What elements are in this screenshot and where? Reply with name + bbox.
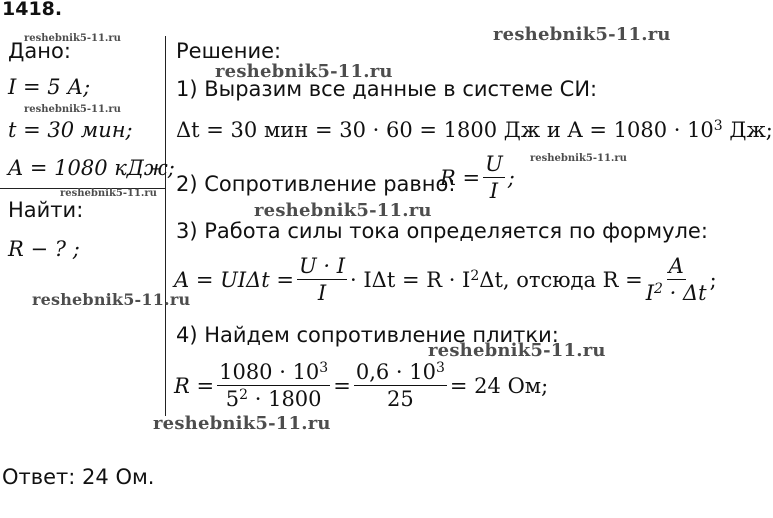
step-3-numerator-2: A xyxy=(668,254,684,278)
watermark: reshebnik5-11.ru xyxy=(24,33,121,44)
step-4-num2: 0,6 · 10 xyxy=(355,360,436,384)
step-3-mid-2: Δt, отсюда R = xyxy=(479,267,643,292)
step-4-end: = 24 Ом; xyxy=(449,373,549,398)
step-4-den1-a: 5 xyxy=(225,387,240,411)
step-3-den2-b: · Δt xyxy=(662,281,707,305)
watermark: reshebnik5-11.ru xyxy=(60,188,157,199)
step-1-eq-left: Δt = 30 мин = 30 · 60 = 1800 Дж и A = 1080 · 10 xyxy=(176,118,714,142)
step-2-denominator: I xyxy=(489,179,499,203)
step-2-text: 2) Сопротивление равно: xyxy=(176,172,456,196)
step-2-end: ; xyxy=(507,165,515,190)
step-2-lhs: R = xyxy=(440,165,481,190)
step-3-denominator-2 xyxy=(646,280,707,305)
step-1-eq-exp: 3 xyxy=(713,118,723,134)
step-3-mid-1: · IΔt = R · I xyxy=(350,267,471,292)
step-1-text: 1) Выразим все данные в системе СИ: xyxy=(176,77,598,101)
step-3-text: 3) Работа силы тока определяется по формуле: xyxy=(176,219,708,243)
watermark: reshebnik5-11.ru xyxy=(153,413,331,434)
step-2-formula xyxy=(440,152,515,203)
step-4-num1-exp: 3 xyxy=(319,360,329,376)
find-unknown: R − ? ; xyxy=(8,237,80,261)
step-4-denominator-1 xyxy=(226,386,322,411)
step-4-formula xyxy=(174,360,548,411)
step-4-num1: 1080 · 10 xyxy=(219,360,320,384)
solution-header: Решение: xyxy=(176,39,282,63)
step-3-denominator-1: I xyxy=(317,281,327,305)
vertical-divider xyxy=(165,36,166,416)
watermark: reshebnik5-11.ru xyxy=(24,104,121,115)
step-4-den1-exp: 2 xyxy=(239,387,249,403)
answer: Ответ: 24 Ом. xyxy=(2,465,155,489)
watermark: reshebnik5-11.ru xyxy=(32,290,191,309)
step-4-fraction-1 xyxy=(217,360,330,411)
step-1-equation xyxy=(176,117,773,143)
step-2-fraction xyxy=(483,152,505,203)
given-header: Дано: xyxy=(8,39,71,63)
step-3-formula xyxy=(174,254,717,305)
step-2-numerator: U xyxy=(485,152,503,176)
step-4-lhs: R = xyxy=(174,373,215,398)
watermark: reshebnik5-11.ru xyxy=(254,200,432,221)
step-3-numerator-1: U · I xyxy=(298,254,346,278)
step-4-den1-b: · 1800 xyxy=(248,387,322,411)
given-current: I = 5 А; xyxy=(8,75,91,99)
step-4-fraction-2 xyxy=(354,360,447,411)
problem-number: 1418. xyxy=(2,0,63,20)
step-4-text: 4) Найдем сопротивление плитки: xyxy=(176,323,559,347)
watermark: reshebnik5-11.ru xyxy=(428,340,606,361)
step-4-numerator-2 xyxy=(354,360,447,386)
given-time: t = 30 мин; xyxy=(8,118,133,142)
given-work: A = 1080 кДж; xyxy=(8,156,175,180)
watermark: reshebnik5-11.ru xyxy=(530,153,627,164)
watermark: reshebnik5-11.ru xyxy=(215,61,393,82)
step-4-denominator-2: 25 xyxy=(387,387,414,411)
step-3-lhs: A = UIΔt = xyxy=(174,267,294,292)
step-3-mid-exp: 2 xyxy=(470,267,480,284)
step-3-fraction-1 xyxy=(297,254,347,305)
find-header: Найти: xyxy=(8,198,84,222)
step-3-end: ; xyxy=(709,267,717,292)
step-3-fraction-2 xyxy=(646,254,707,305)
step-3-den2-a: I xyxy=(645,281,655,305)
step-3-den2-exp: 2 xyxy=(654,281,663,297)
watermark: reshebnik5-11.ru xyxy=(493,24,671,45)
step-4-num2-exp: 3 xyxy=(435,360,445,376)
step-1-eq-unit: Дж; xyxy=(722,118,773,142)
step-4-equals: = xyxy=(333,373,351,398)
step-4-numerator-1 xyxy=(217,360,330,386)
